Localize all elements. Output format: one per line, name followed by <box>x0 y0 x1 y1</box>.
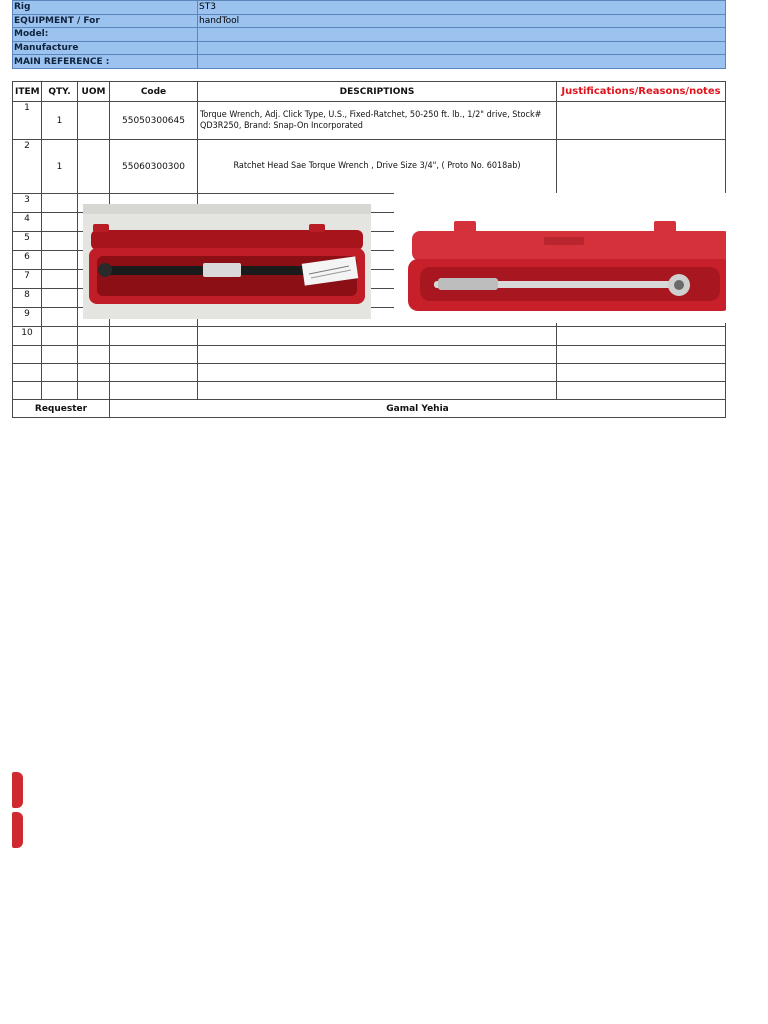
table-row <box>13 327 726 346</box>
rig-value: ST3 <box>198 1 726 15</box>
item-number: 6 <box>13 251 42 270</box>
item-number: 4 <box>13 213 42 232</box>
main-reference-value <box>198 55 726 69</box>
header-row-model <box>13 28 726 42</box>
equipment-value: handTool <box>198 14 726 28</box>
model-value <box>198 28 726 42</box>
main-reference-label: MAIN REFERENCE : <box>13 55 198 69</box>
table-row-empty <box>13 346 726 364</box>
header-row-manufacture <box>13 41 726 55</box>
item-qty: 1 <box>42 140 78 194</box>
col-header-qty: QTY. <box>42 82 78 102</box>
item-number: 5 <box>13 232 42 251</box>
side-tab-2[interactable] <box>12 812 23 848</box>
manufacture-label: Manufacture <box>13 41 198 55</box>
rig-label: Rig <box>13 1 198 15</box>
item-notes <box>557 102 726 140</box>
item-number: 10 <box>13 327 42 346</box>
item-number: 9 <box>13 308 42 327</box>
item-number: 3 <box>13 194 42 213</box>
item-notes <box>557 140 726 194</box>
col-header-item: ITEM <box>13 82 42 102</box>
item-uom <box>78 140 110 194</box>
torque-wrench-photo-2 <box>394 193 726 323</box>
item-qty: 1 <box>42 102 78 140</box>
table-row-empty <box>13 364 726 382</box>
table-row <box>13 140 726 194</box>
form-header <box>12 0 726 69</box>
table-row-empty <box>13 382 726 400</box>
col-header-descriptions: DESCRIPTIONS <box>198 82 557 102</box>
item-code: 55050300645 <box>110 102 198 140</box>
torque-wrench-photo-1 <box>83 204 371 319</box>
requester-row <box>13 400 726 418</box>
item-number: 1 <box>13 102 42 140</box>
table-header-row <box>13 82 726 102</box>
requester-label: Requester <box>13 400 110 418</box>
table-row <box>13 102 726 140</box>
item-number: 2 <box>13 140 42 194</box>
col-header-justifications: Justifications/Reasons/notes <box>557 82 726 102</box>
header-row-equipment <box>13 14 726 28</box>
header-row-rig <box>13 1 726 15</box>
col-header-uom: UOM <box>78 82 110 102</box>
item-description: Ratchet Head Sae Torque Wrench , Drive Size 3/4", ( Proto No. 6018ab) <box>233 161 521 171</box>
requester-name: Gamal Yehia <box>110 400 726 418</box>
item-uom <box>78 102 110 140</box>
model-label: Model: <box>13 28 198 42</box>
item-number: 8 <box>13 289 42 308</box>
equipment-label: EQUIPMENT / For <box>13 14 198 28</box>
header-row-main-reference <box>13 55 726 69</box>
side-tab-1[interactable] <box>12 772 23 808</box>
manufacture-value <box>198 41 726 55</box>
item-code: 55060300300 <box>110 140 198 194</box>
item-number: 7 <box>13 270 42 289</box>
item-description: Torque Wrench, Adj. Click Type, U.S., Fixed-Ratchet, 50-250 ft. lb., 1/2" drive, Stock# QD3R250, Brand: Snap-On Incorporated <box>200 109 542 131</box>
col-header-code: Code <box>110 82 198 102</box>
